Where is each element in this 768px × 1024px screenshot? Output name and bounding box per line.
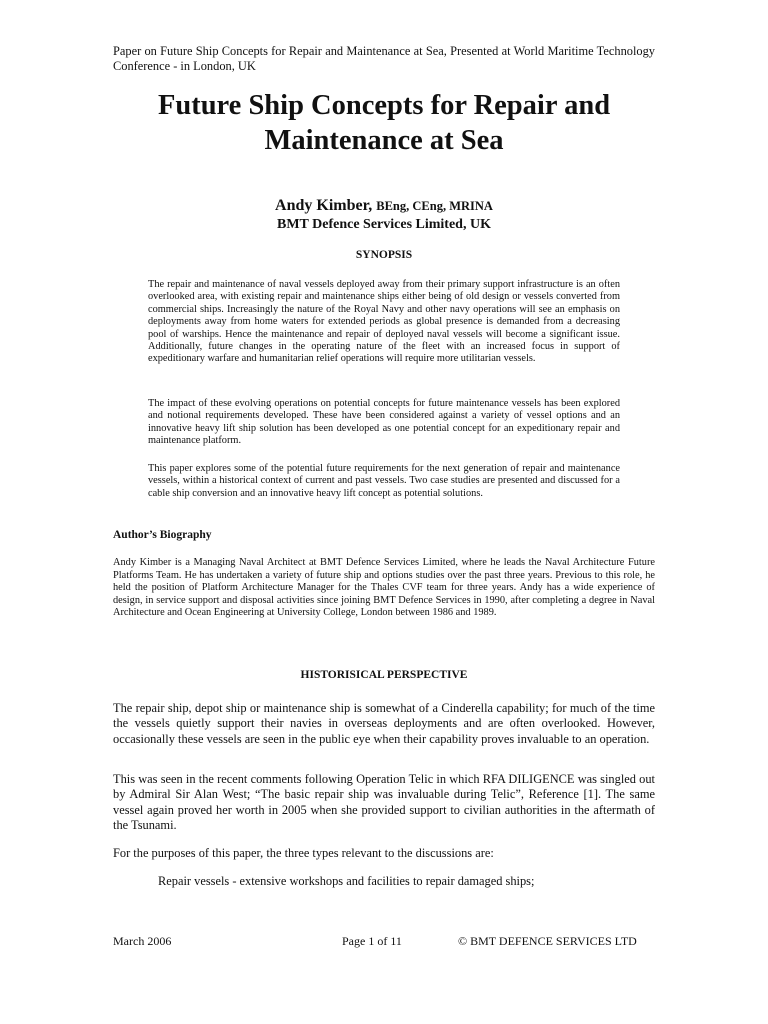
list-item: Repair vessels - extensive workshops and facilities to repair damaged ships;	[158, 874, 535, 888]
biography-heading: Author’s Biography	[113, 529, 212, 541]
body-paragraph-2: This was seen in the recent comments following Operation Telic in which RFA DILIGENCE was singled out by Admiral Sir Alan West; “The basic repair ship was invaluable during Telic”, Reference [1]. The same vessel again proved her worth in 2005 when she provided support to civilian authorities in the aftermath of the Tsunami.	[113, 772, 655, 832]
running-header: Paper on Future Ship Concepts for Repair and Maintenance at Sea, Presented at World Maritime Technology Conference - in London, UK	[113, 44, 655, 73]
title-line-2: Maintenance at Sea	[264, 125, 504, 156]
title-line-1: Future Ship Concepts for Repair and	[157, 90, 611, 121]
synopsis-paragraph-1: The repair and maintenance of naval vessels deployed away from their primary support infrastructure is an often overlooked area, with existing repair and maintenance ships either being of old design or vessels converted from commercial ships. Increasingly the nature of the Royal Navy and other navy operations will see an emphasis on deployments away from home waters for extended periods as global presence is demanded from a decreasing pool of warships. Hence the maintenance and repair of deployed naval vessels will become a significant issue. Additionally, future changes in the operating nature of the fleet with an increased focus in support of expeditionary warfare and humanitarian relief operations will require more utilitarian vessels.	[148, 279, 620, 365]
footer-page-number: Page 1 of 11	[342, 934, 402, 948]
author-credentials: BEng, CEng, MRINA	[376, 199, 493, 213]
section-heading: HISTORISICAL PERSPECTIVE	[300, 669, 468, 681]
footer-copyright: © BMT DEFENCE SERVICES LTD	[458, 934, 637, 948]
synopsis-heading: SYNOPSIS	[355, 249, 413, 261]
paper-title	[113, 88, 655, 158]
author-line	[113, 196, 655, 216]
body-paragraph-3: For the purposes of this paper, the three types relevant to the discussions are:	[113, 846, 494, 860]
author-affiliation: BMT Defence Services Limited, UK	[277, 217, 491, 232]
synopsis-paragraph-3: This paper explores some of the potential future requirements for the next generation of repair and maintenance vessels, within a historical context of current and past vessels. Two case studies are presented and discussed for a cable ship conversion and an innovative heavy lift concept as potential solutions.	[148, 463, 620, 499]
body-paragraph-1: The repair ship, depot ship or maintenance ship is somewhat of a Cinderella capability; for much of the time the vessels quietly support their navies in overseas deployments and are often overlooked. However, occasionally these vessels are seen in the public eye when their capability proves invaluable to an operation.	[113, 701, 655, 746]
biography-text: Andy Kimber is a Managing Naval Architect at BMT Defence Services Limited, where he leads the Naval Architecture Future Platforms Team. He has undertaken a variety of future ship and options studies over the past three years. Previous to this role, he held the position of Platform Architecture Manager for the Thales CVF team for three years. Andy has a wide experience of design, in service support and disposal activities since joining BMT Defence Services in 1990, after completing a degree in Naval Architecture and Ocean Engineering at University College, London between 1986 and 1989.	[113, 557, 655, 619]
author-name: Andy Kimber,	[275, 197, 373, 214]
footer-date: March 2006	[113, 934, 172, 948]
synopsis-paragraph-2: The impact of these evolving operations on potential concepts for future maintenance vessels has been explored and notional requirements developed. These have been considered against a variety of vessel options and an innovative heavy lift ship solution has been developed as one potential concept for an expeditionary repair and maintenance platform.	[148, 398, 620, 447]
